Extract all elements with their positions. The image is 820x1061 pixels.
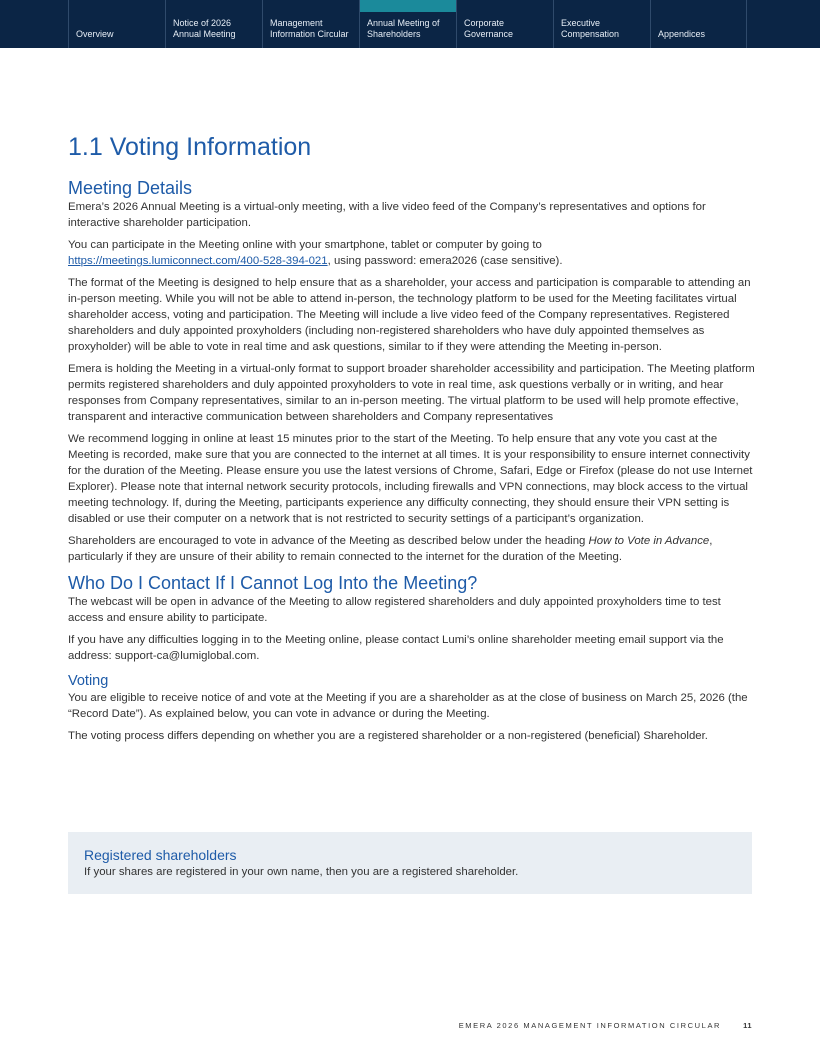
nav-tab-notice[interactable]	[165, 0, 262, 48]
paragraph: Emera is holding the Meeting in a virtual-only format to support broader shareholder accessibility and participation. The Meeting platform permits registered shareholders and duly appointed proxyholders to vote in real time, ask questions verbally or in writing, and hear responses from Company representatives, similar to an in-person meeting. The virtual platform to be used will help promote effective, transparent and interactive communication between shareholders and Company representatives	[68, 363, 755, 423]
nav-tab-compensation[interactable]	[553, 0, 650, 48]
top-navigation	[0, 0, 820, 48]
text-run: You can participate in the Meeting online with your smartphone, tablet or computer by going to	[68, 239, 542, 251]
text-run: , particularly if they are unsure of their ability to remain connected to the internet for the duration of the Meeting.	[68, 535, 713, 563]
paragraph	[68, 237, 758, 269]
paragraph: The voting process differs depending on whether you are a registered shareholder or a non-registered (beneficial) Shareholder.	[68, 730, 708, 742]
page-footer	[0, 1021, 752, 1030]
nav-tab-overview[interactable]	[68, 0, 165, 48]
emphasis-text: How to Vote in Advance	[588, 535, 710, 547]
callout-text: If your shares are registered in your own name, then you are a registered shareholder.	[84, 866, 519, 878]
voting-heading: Voting	[68, 673, 109, 689]
meeting-url-link[interactable]: https://meetings.lumiconnect.com/400-528-394-021	[68, 255, 328, 267]
page-number: 11	[743, 1021, 752, 1030]
nav-tab-label: Annual Meeting of Shareholders	[367, 18, 440, 39]
nav-spacer	[0, 0, 68, 48]
text-run: , using password: emera2026 (case sensitive).	[327, 255, 563, 267]
contact-heading: Who Do I Contact If I Cannot Log Into the Meeting?	[68, 573, 478, 593]
nav-tab-label: Executive Compensation	[561, 18, 620, 39]
nav-tab-label: Overview	[76, 29, 114, 39]
meeting-details-heading: Meeting Details	[68, 178, 193, 198]
main-content	[68, 131, 758, 750]
paragraph: If you have any difficulties logging in to the Meeting online, please contact Lumi’s online shareholder meeting email support via the address: support-ca@lumiglobal.com.	[68, 634, 724, 662]
nav-tab-governance[interactable]	[456, 0, 553, 48]
paragraph: We recommend logging in online at least 15 minutes prior to the start of the Meeting. To help ensure that any vote you cast at the Meeting is recorded, make sure that you are connected to the internet at all times. It is your responsibility to ensure internet connectivity for the duration of the Meeting. Please ensure you use the latest versions of Chrome, Safari, Edge or Firefox (please do not use Internet Explorer). Please note that internal network security protocols, including firewalls and VPN connections, may block access to the virtual meeting technology. If, during the Meeting, participants experience any difficulty connecting, they should ensure their VPN setting is disabled or use their computer on a network that is not restricted to security settings of a participant’s organization.	[68, 433, 753, 525]
nav-tab-appendices[interactable]	[650, 0, 747, 48]
paragraph	[68, 533, 758, 565]
section-title: 1.1 Voting Information	[68, 133, 312, 161]
nav-tab-label: Appendices	[658, 29, 706, 39]
nav-tab-label: Management Information Circular	[270, 18, 349, 39]
registered-shareholders-callout	[68, 832, 752, 894]
text-run: Shareholders are encouraged to vote in advance of the Meeting as described below under the heading	[68, 535, 589, 547]
footer-doc-title: EMERA 2026 MANAGEMENT INFORMATION CIRCULAR	[458, 1021, 722, 1030]
nav-tab-label: Corporate Governance	[464, 18, 514, 39]
callout-title: Registered shareholders	[84, 847, 237, 863]
nav-tab-label: Notice of 2026 Annual Meeting	[173, 18, 236, 39]
paragraph: The format of the Meeting is designed to help ensure that as a shareholder, your access and participation is comparable to attending an in-person meeting. While you will not be able to attend in-person, the technology platform to be used for the Meeting facilitates virtual shareholder access, voting and participation. The Meeting will include a live video feed of the Company representatives. Registered shareholders and duly appointed proxyholders (including non-registered shareholders who have duly appointed themselves as proxyholder) will be able to vote in real time and ask questions, similar to if they were attending the Meeting in-person.	[68, 277, 751, 353]
nav-tab-circular[interactable]	[262, 0, 359, 48]
paragraph: You are eligible to receive notice of and vote at the Meeting if you are a shareholder as at the close of business on March 25, 2026 (the “Record Date”). As explained below, you can vote in advance or during the Meeting.	[68, 692, 748, 720]
nav-tab-annual-meeting[interactable]	[359, 0, 456, 48]
paragraph: Emera’s 2026 Annual Meeting is a virtual-only meeting, with a live video feed of the Company’s representatives and options for interactive shareholder participation.	[68, 201, 706, 229]
paragraph: The webcast will be open in advance of the Meeting to allow registered shareholders and duly appointed proxyholders time to test access and ensure ability to participate.	[68, 596, 721, 624]
